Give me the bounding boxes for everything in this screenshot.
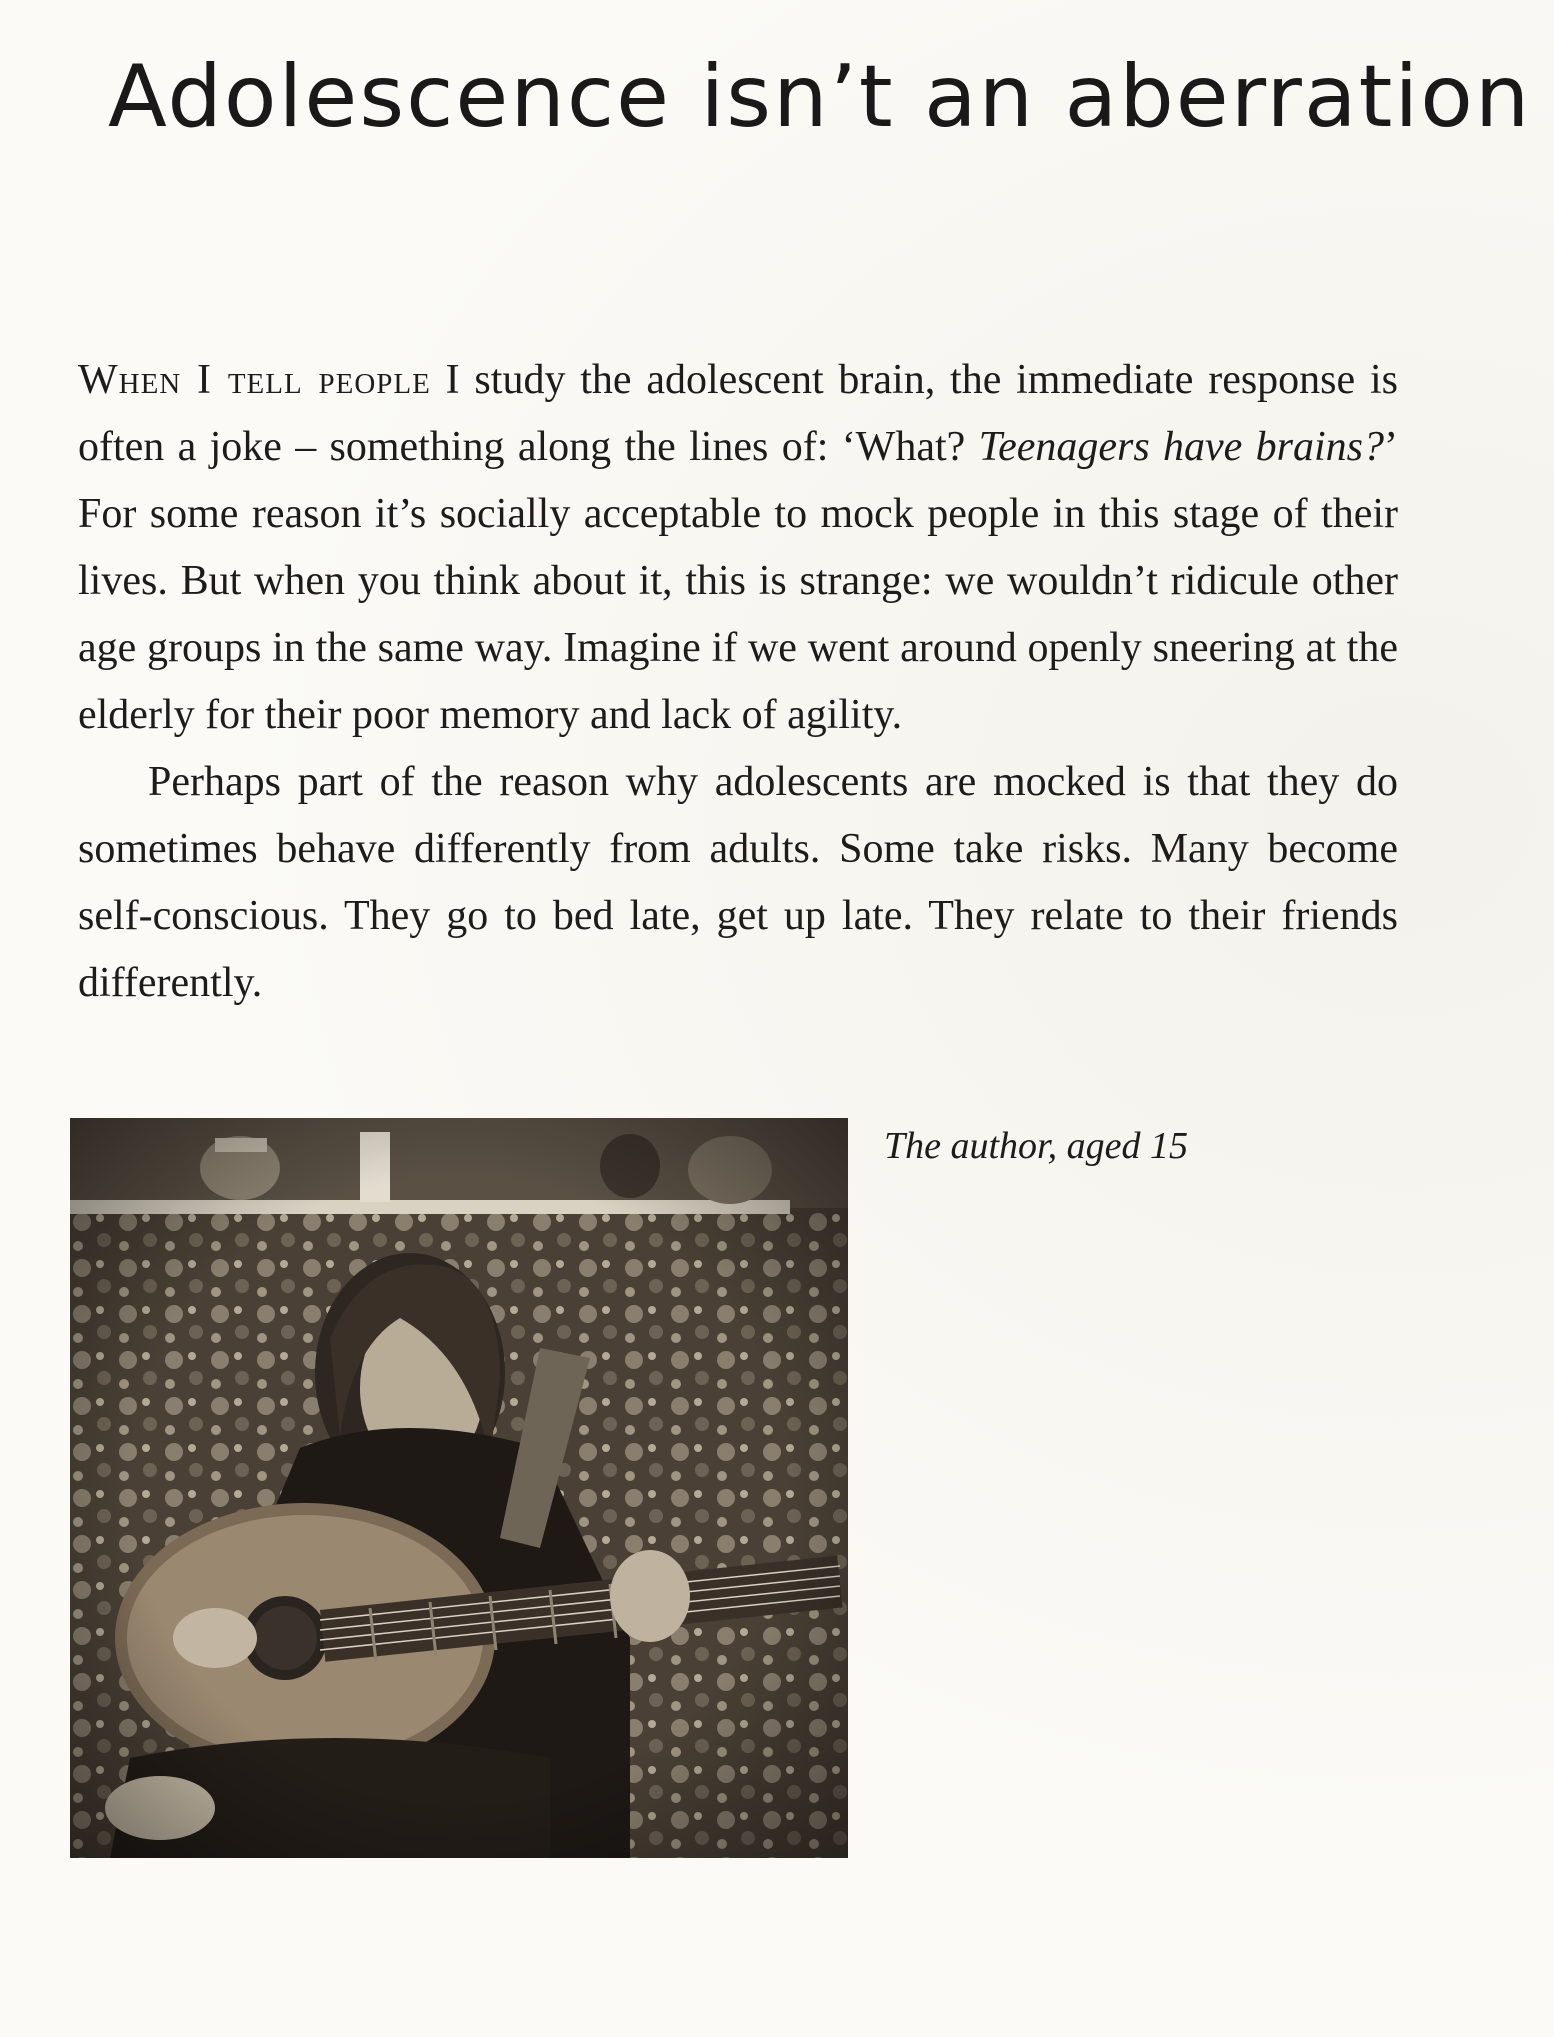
paragraph-1-text-b: ’ For some reason it’s socially acceptable to mock people in this stage of their lives. But when you think about it, this is strange: we wouldn’t ridicule other age groups in the same way. Imagine if we went around openly sneering at the elderly for their poor memory and lack of agility. — [78, 424, 1398, 738]
paragraph-1 — [78, 347, 1398, 749]
author-photo — [70, 1118, 848, 1858]
paragraph-1-text-a: I study the adolescent brain, the immediate response is often a joke – something along the lines of: ‘What? — [78, 357, 1398, 470]
chapter-title: Adolescence isn’t an aberration — [108, 47, 1532, 147]
paragraph-1-italic-quote: Teenagers have brains? — [978, 424, 1384, 470]
body-text — [78, 347, 1398, 1017]
paragraph-lead-smallcaps: When I tell people — [78, 357, 431, 403]
photo-caption: The author, aged 15 — [884, 1125, 1188, 1167]
paragraph-2: Perhaps part of the reason why adolescents are mocked is that they do sometimes behave differently from adults. Some take risks. Many become self-conscious. They go to bed late, get up late. They relate to their friends differently. — [78, 759, 1398, 1006]
author-photo-image — [70, 1118, 848, 1858]
